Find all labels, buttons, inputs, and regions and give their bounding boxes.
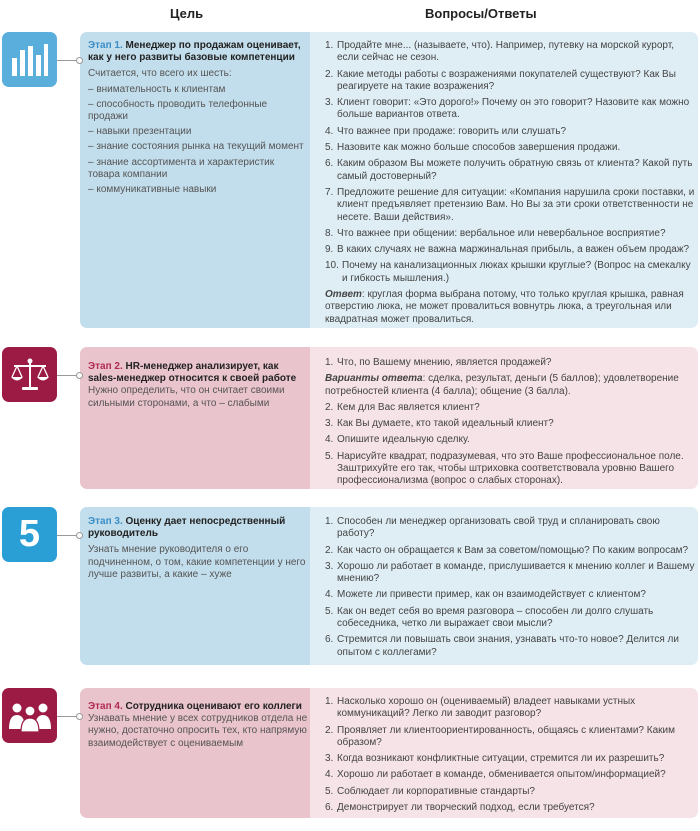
list-item: – навыки презентации: [88, 126, 308, 138]
stage-4-number: Этап 4.: [88, 701, 123, 712]
stage-1-number: Этап 1.: [88, 40, 123, 51]
question-item: 4. Можете ли привести пример, как он взаимодействует с клиентом?: [325, 589, 646, 601]
question-item: 3. Хорошо ли работает в команде, прислушивается к мнению коллег и Вашему мнению?: [325, 560, 695, 585]
stage-3-title-text: Оценку дает непосредственный руководитель: [88, 516, 286, 540]
stage-2-description: Нужно определить, что он считает своими сильными сторонами, а что – слабыми: [88, 385, 285, 409]
question-item: 1. Продайте мне... (называете, что). Например, путевку на морской курорт, если сейчас не сезон.: [325, 40, 675, 64]
question-item: 6. Каким образом Вы можете получить обратную связь от клиента? Какой путь самый достоверный?: [325, 158, 693, 182]
stage-1-questions: [325, 40, 695, 330]
question-item: 2. Какие методы работы с возражениями покупателей существуют? Как Вы реагируете на такие возражения?: [325, 68, 676, 92]
stage-4-description: Узнавать мнение у всех сотрудников отдела не нужно, достаточно опросить тех, кто напрямую взаимодействует с оцениваемым: [88, 713, 308, 749]
stage-1-goal: [88, 40, 308, 196]
bar-chart-icon: [2, 32, 57, 87]
question-item: 5. Нарисуйте квадрат, подразумевая, что это Ваше профессиональное поле. Заштрихуйте его так, чтобы штриховка соответствовала уровню Вашего профессионализма (вопрос о слабых сторонах).: [325, 450, 684, 487]
competency-list: [88, 84, 308, 197]
question-item: 2. Проявляет ли клиентоориентированность, общаясь с клиентами? Каким образом?: [325, 724, 675, 748]
stage-3-connector: [57, 535, 80, 536]
question-item: 4. Хорошо ли работает в команде, обменивается опытом/информацией?: [325, 769, 666, 781]
question-item: 3. Когда возникают конфликтные ситуации, стремится ли их разрешить?: [325, 753, 665, 765]
stage-2-variants: Варианты ответа: сделка, результат, деньги (5 баллов); удовлетворение потребностей клиента (4 балла); общение (3 балла).: [325, 373, 679, 397]
goal-column-header: Цель: [170, 6, 204, 21]
question-item: 6. Стремится ли повышать свои знания, узнавать что-то новое? Делится ли опытом с коллегами?: [325, 634, 679, 658]
question-item: 1. Насколько хорошо он (оцениваемый) владеет навыками устных коммуникаций? Легко ли заводит разговор?: [325, 696, 636, 720]
stage-4-goal: [88, 701, 308, 750]
question-item: 7. Предложите решение для ситуации: «Компания нарушила сроки поставки, и клиент предъявляет претензию Вам. Но Вы за эти сроки ответственности не несете. Ваши действия».: [325, 186, 695, 223]
stage-4-connector: [57, 716, 80, 717]
stage-4-title: [88, 701, 308, 713]
question-item: 3. Клиент говорит: «Это дорого!» Почему он это говорит? Назовите как можно больше вариантов ответа.: [325, 97, 690, 121]
qa-column-header: Вопросы/Ответы: [425, 6, 537, 21]
question-item: 5. Назовите как можно больше способов завершения продажи.: [325, 142, 621, 154]
question-item: 6. Демонстрирует ли творческий подход, если требуется?: [325, 802, 595, 814]
stage-3-goal: [88, 516, 308, 581]
stage-4-title-text: Сотрудника оценивают его коллеги: [122, 701, 302, 712]
stage-2-questions: [325, 357, 695, 492]
question-item: 10. Почему на канализационных люках крышки круглые? (Вопрос на смекалку и гибкость мышления.): [325, 260, 691, 284]
list-item: – внимательность к клиентам: [88, 84, 308, 96]
question-item: 2. Как часто он обращается к Вам за советом/помощью? По каким вопросам?: [325, 544, 689, 556]
question-item: 4. Опишите идеальную сделку.: [325, 434, 470, 446]
list-item: – коммуникативные навыки: [88, 184, 308, 196]
stage-2-title: [88, 361, 308, 385]
stage-1-title-text: Менеджер по продажам оценивает, как у него развиты базовые компетенции: [88, 40, 301, 64]
question-item: 5. Соблюдает ли корпоративные стандарты?: [325, 785, 535, 797]
stage-3-questions: [325, 516, 695, 663]
stage-3-description: Узнать мнение руководителя о его подчиненном, о том, какие компетенции у него лучше развиты, а какие – хуже: [88, 544, 306, 580]
stage-3-title: [88, 516, 308, 540]
question-item: 8. Что важнее при общении: вербальное или невербальное восприятие?: [325, 227, 666, 239]
stage-1-description: Считается, что всего их шесть:: [88, 68, 232, 80]
question-item: 1. Что, по Вашему мнению, является продажей?: [325, 357, 552, 368]
question-item: 5. Как он ведет себя во время разговора – способен ли долго слушать собеседника, четко ли выражает свои мысли?: [325, 605, 654, 630]
number-five-icon: 5: [2, 507, 57, 562]
stage-1-connector: [57, 60, 80, 61]
stage-3-number: Этап 3.: [88, 516, 123, 527]
stage-2-number: Этап 2.: [88, 361, 123, 372]
question-item: 1. Способен ли менеджер организовать свой труд и спланировать свою работу?: [325, 516, 660, 540]
group-people-icon: [2, 688, 57, 743]
stage-2-title-text: HR-менеджер анализирует, как sales-менеджер относится к своей работе: [88, 361, 297, 385]
question-item: 2. Кем для Вас является клиент?: [325, 401, 480, 413]
question-item: 4. Что важнее при продаже: говорить или слушать?: [325, 125, 567, 137]
stage-1-answer: Ответ: круглая форма выбрана потому, что только круглая крышка, равная отверстию люка, не может провалиться вовнутрь люка, а треугольная или квадратная может провалиться.: [325, 289, 684, 325]
scales-icon: [2, 347, 57, 402]
stage-2-goal: [88, 361, 308, 410]
stage-4-questions: [325, 696, 695, 818]
list-item: – способность проводить телефонные продажи: [88, 99, 308, 123]
stage-2-connector: [57, 375, 80, 376]
question-item: 9. В каких случаях не важна маржинальная прибыль, а важен объем продаж?: [325, 244, 690, 256]
list-item: – знание ассортимента и характеристик товара компании: [88, 157, 308, 181]
question-item: 3. Как Вы думаете, кто такой идеальный клиент?: [325, 418, 554, 430]
list-item: – знание состояния рынка на текущий момент: [88, 141, 308, 153]
stage-1-title: [88, 40, 308, 64]
